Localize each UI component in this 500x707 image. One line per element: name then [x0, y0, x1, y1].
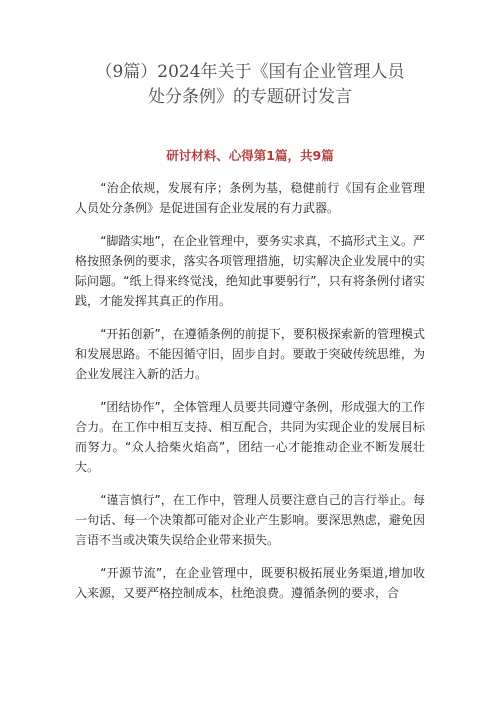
paragraph: “谨言慎行”，在工作中，管理人员要注意自己的言行举止。每一句话、每一个决策都可能对企业产生影响。要深思熟虑，避免因言语不当或决策失误给企业带来损失。	[75, 493, 425, 547]
document-title-line-1: （9篇）2024年关于《国有企业管理人员	[95, 62, 405, 82]
paragraph: ”团结协作”，全体管理人员要共同遵守条例，形成强大的工作合力。在工作中相互支持、相互配合，共同为实现企业的发展目标而努力。“众人拾柴火焰高”，团结一心才能推动企业不断发展壮大。	[75, 400, 425, 474]
document-title-line-2: 处分条例》的专题研讨发言	[148, 87, 352, 107]
document-subtitle: 研讨材料、心得第1篇，共9篇	[166, 148, 334, 163]
paragraph: “治企依规，发展有序；条例为基，稳健前行《国有企业管理人员处分条例》是促进国有企业发展的有力武器。	[75, 181, 425, 215]
document-title	[75, 0, 425, 110]
paragraph: “开拓创新”，在遵循条例的前提下，要积极探索新的管理模式和发展思路。不能因循守旧，固步自封。要敢于突破传统思维，为企业发展注入新的活力。	[75, 327, 425, 381]
paragraph: “脚踏实地”，在企业管理中，要务实求真，不搞形式主义。严格按照条例的要求，落实各项管理措施，切实解决企业发展中的实际问题。“纸上得来终觉浅，绝知此事要躬行”，只有将条例付诸实践，才能发挥其真正的作用。	[75, 234, 425, 308]
paragraph: “开源节流”，在企业管理中，既要积极拓展业务渠道,增加收入来源，又要严格控制成本，杜绝浪费。遵循条例的要求，合	[75, 566, 425, 600]
